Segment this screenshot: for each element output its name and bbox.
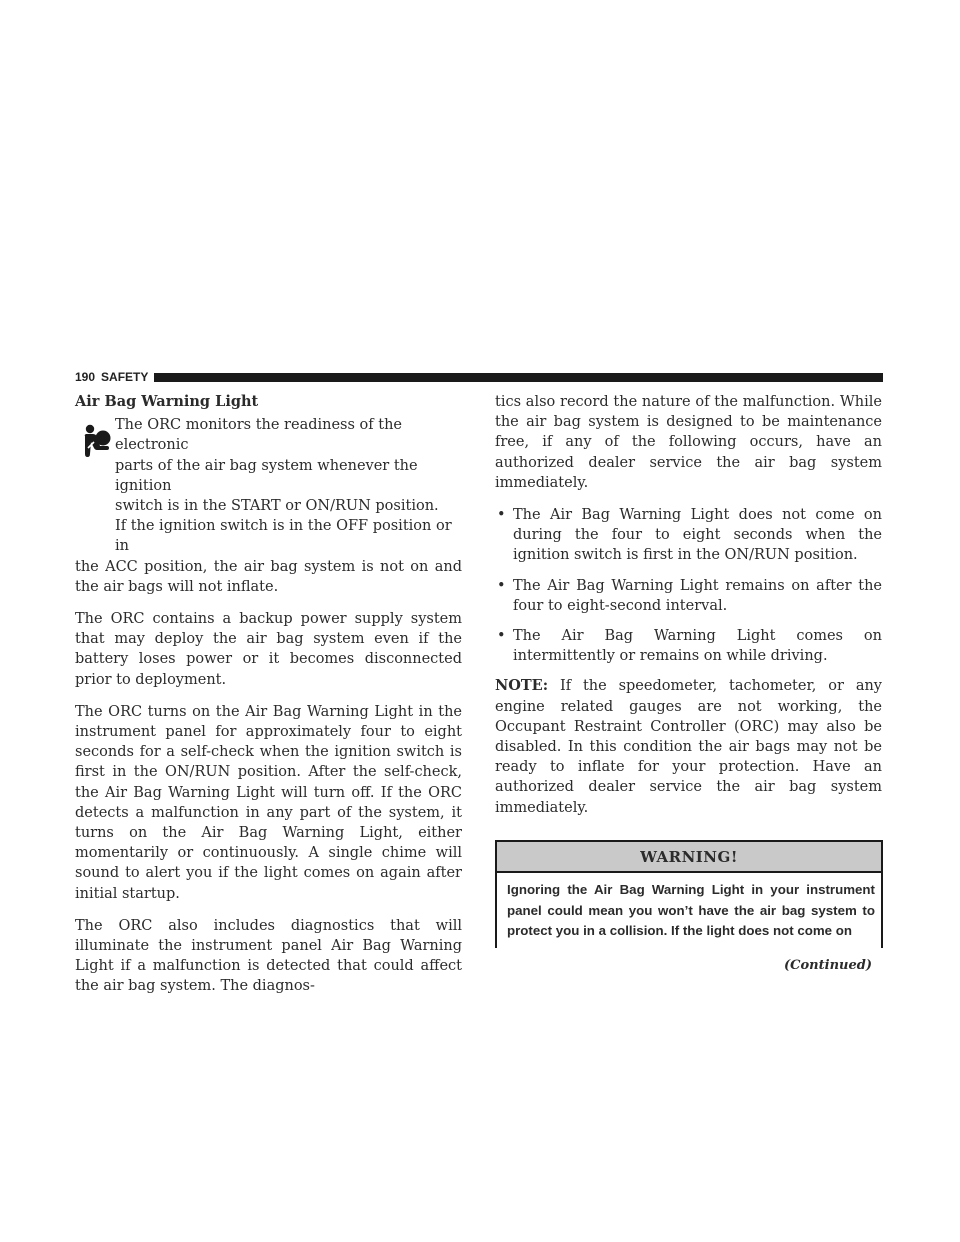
note-paragraph [495, 676, 882, 817]
warning-title: WARNING! [497, 842, 881, 873]
intro-line: switch is in the START or ON/RUN position. [115, 498, 439, 515]
paragraph: The ORC contains a backup power supply system that may deploy the air bag system even if the battery loses power or it becomes disconnected prior to deployment. [75, 611, 462, 688]
intro-line: parts of the air bag system whenever the ignition [115, 457, 418, 494]
header-rule [154, 373, 883, 382]
paragraph: tics also record the nature of the malfunction. While the air bag system is designed to be maintenance free, if any of the following occurs, have an authorized dealer service the air bag system immediately. [495, 394, 882, 491]
continued-label: (Continued) [784, 957, 872, 973]
bullet-item: • The Air Bag Warning Light does not come on during the four to eight seconds when the ignition switch is first in the ON/RUN position. [495, 505, 882, 566]
intro-line: If the ignition switch is in the OFF position or in [115, 518, 452, 555]
page-header [75, 370, 883, 384]
section-heading: Air Bag Warning Light [75, 393, 259, 410]
note-text: If the speedometer, tachometer, or any engine related gauges are not working, the Occupant Restraint Controller (ORC) may also be disabled. In this condition the air bags may not be ready to inflate for your protection. Have an authorized dealer service the air bag system immediately. [495, 678, 882, 816]
paragraph: The ORC turns on the Air Bag Warning Light in the instrument panel for approximately four to eight seconds for a self-check when the ignition switch is first in the ON/RUN position. After the self-check, the Air Bag Warning Light will turn off. If the ORC detects a malfunction in any part of the system, it turns on the Air Bag Warning Light, either momentarily or continuously. A single chime will sound to alert you if the light comes on again after initial startup. [75, 703, 462, 902]
bullet-list [495, 505, 882, 666]
section-title: SAFETY [101, 370, 149, 384]
intro-line: The ORC monitors the readiness of the electronic [115, 417, 402, 454]
right-column [495, 392, 882, 976]
left-column [75, 392, 462, 1009]
warning-box [495, 840, 883, 948]
page-number: 190 [75, 370, 96, 384]
warning-text: Ignoring the Air Bag Warning Light in your instrument panel could mean you won’t have the air bag system to protect you in a collision. If the light does not come on [507, 882, 875, 939]
intro-rest: the ACC position, the air bag system is not on and the air bags will not inflate. [75, 558, 462, 595]
intro-paragraph [75, 415, 462, 597]
airbag-warning-icon [81, 424, 113, 460]
bullet-item: • The Air Bag Warning Light remains on after the four to eight-second interval. [495, 576, 882, 616]
paragraph: The ORC also includes diagnostics that will illuminate the instrument panel Air Bag Warning Light if a malfunction is detected that could affect the air bag system. The diagnos- [75, 917, 462, 995]
note-label: NOTE: [495, 677, 549, 695]
bullet-item: • The Air Bag Warning Light comes on intermittently or remains on while driving. [495, 626, 882, 666]
